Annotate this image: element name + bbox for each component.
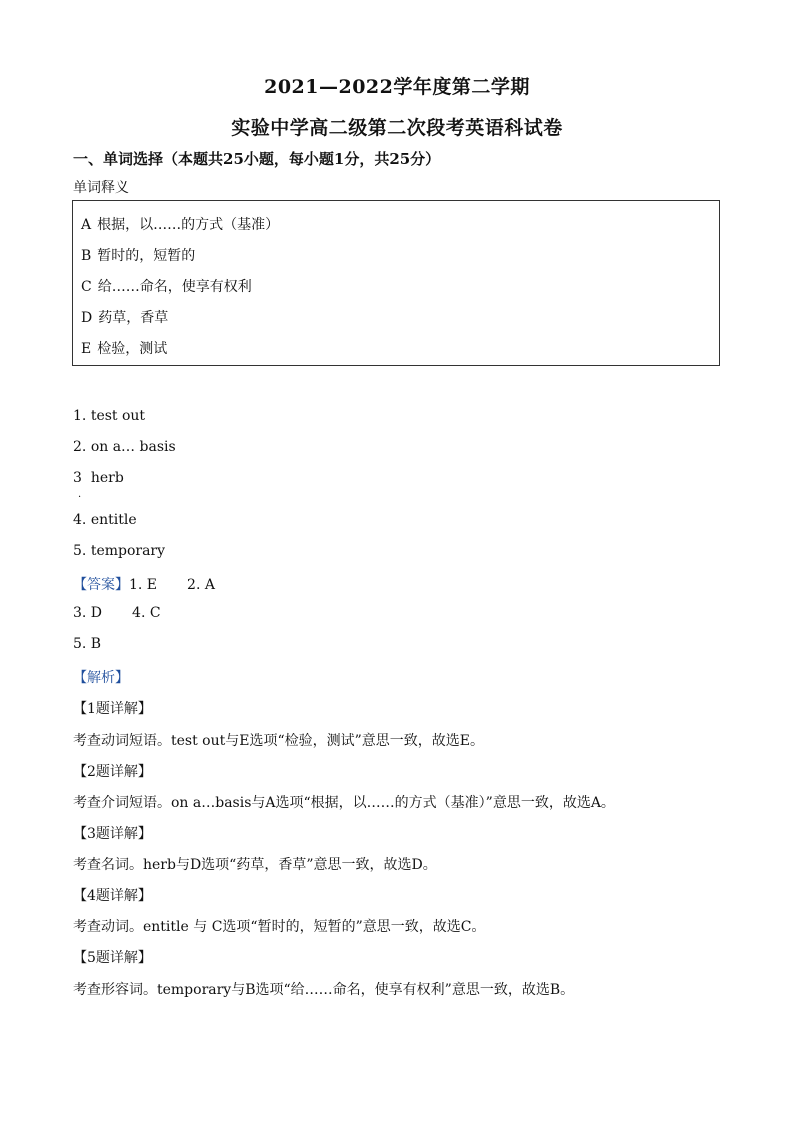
exam-title-name: 实验中学高二级第二次段考英语科试卷 [231,117,563,139]
question-1 [73,408,145,424]
option-letter: D [81,310,93,326]
analysis-label: 【解析】 [73,670,129,686]
question-number: 1. [73,408,87,424]
question-word: herb [90,470,124,486]
option-e [81,338,167,358]
section-subheading: 单词释义 [73,180,129,196]
option-a [81,214,279,234]
option-letter: C [81,279,92,295]
answer-item: 2. A [187,577,215,593]
option-letter: B [81,248,92,264]
options-box [72,200,720,366]
option-text: 药草，香草 [98,310,169,326]
section-heading: 一、单词选择（本题共25小题，每小题1分，共25分） [73,150,441,168]
option-letter: A [81,217,92,233]
stray-dot: · [78,492,82,503]
option-d [81,307,168,327]
question-number: 3 [73,470,82,486]
option-text: 暂时的，短暂的 [97,248,196,264]
option-text: 根据，以……的方式（基准） [97,217,280,233]
answer-item: 5. B [73,636,102,652]
detail-text-3: 考查名词。herb与D选项“药草，香草”意思一致，故选D。 [73,857,437,873]
answer-item: 3. D [73,605,103,621]
detail-text-1: 考查动词短语。test out与E选项“检验，测试”意思一致，故选E。 [73,733,484,749]
question-word: temporary [90,543,166,559]
option-text: 给……命名，使享有权利 [97,279,252,295]
detail-heading-3: 【3题详解】 [73,826,152,842]
answers-row-3 [73,636,101,652]
question-3 [73,470,124,486]
question-number: 2. [73,439,87,455]
question-number: 5. [73,543,87,559]
answer-item: 4. C [132,605,161,621]
question-word: on a… basis [90,439,176,455]
answers-row-1 [73,574,215,594]
option-text: 检验，测试 [97,341,168,357]
question-word: test out [90,408,146,424]
question-word: entitle [90,512,137,528]
detail-text-4: 考查动词。entitle 与 C选项“暂时的，短暂的”意思一致，故选C。 [73,919,486,935]
option-c [81,276,252,296]
question-5 [73,543,165,559]
question-number: 4. [73,512,87,528]
detail-heading-4: 【4题详解】 [73,888,152,904]
detail-heading-2: 【2题详解】 [73,764,152,780]
question-4 [73,512,137,528]
option-b [81,245,195,265]
detail-heading-1: 【1题详解】 [73,701,152,717]
question-2 [73,439,176,455]
option-letter: E [81,341,92,357]
answer-item: 1. E [129,577,158,593]
detail-text-5: 考查形容词。temporary与B选项“给……命名，使享有权利”意思一致，故选B。 [73,982,575,998]
answer-label: 【答案】 [73,577,129,593]
detail-heading-5: 【5题详解】 [73,950,152,966]
exam-title-term: 2021—2022学年度第二学期 [264,76,530,98]
answers-row-2 [73,605,161,621]
detail-text-2: 考查介词短语。on a…basis与A选项“根据，以……的方式（基准）”意思一致，故选A。 [73,795,615,811]
